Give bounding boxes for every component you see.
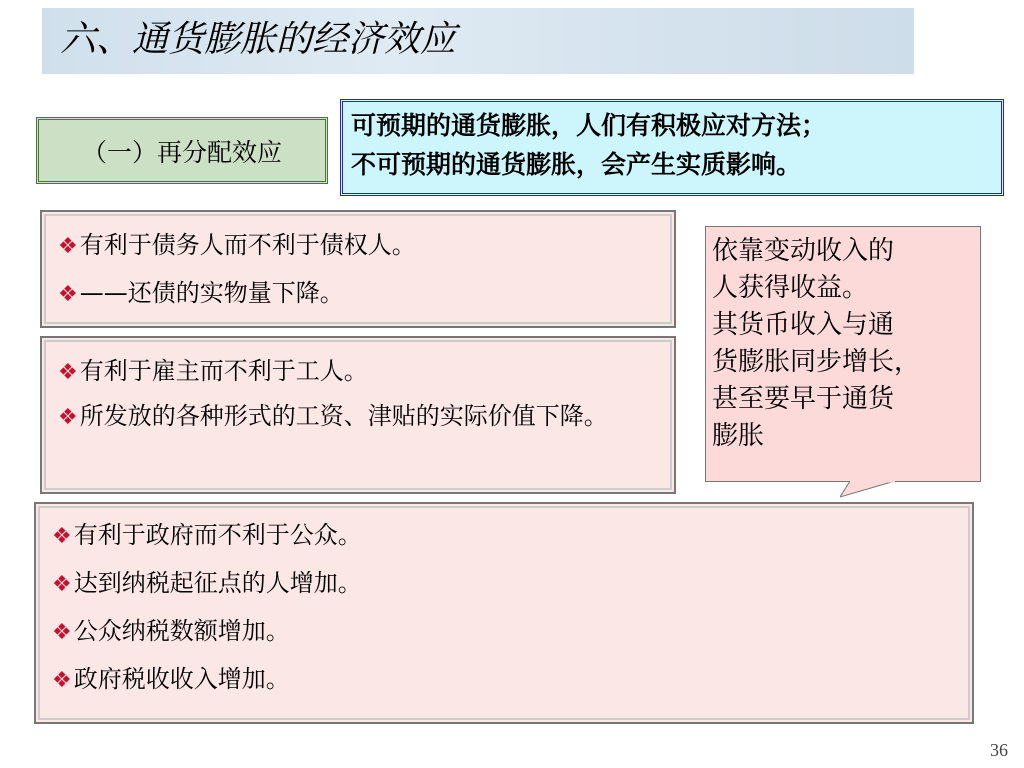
list-item: ❖有利于债务人而不利于债权人。	[58, 231, 416, 259]
diamond-bullet-icon: ❖	[58, 360, 78, 385]
diamond-bullet-icon: ❖	[52, 620, 72, 645]
slide-title: 六、通货膨胀的经济效应	[60, 19, 457, 60]
diamond-bullet-icon: ❖	[58, 405, 78, 430]
list-item: ❖所发放的各种形式的工资、津贴的实际价值下降。	[58, 402, 608, 430]
list-item: ❖政府税收收入增加。	[52, 665, 290, 693]
callout-line: 甚至要早于通货	[712, 384, 895, 414]
diamond-bullet-icon: ❖	[52, 572, 72, 597]
note-line-1: 可预期的通货膨胀，人们有积极应对方法；	[351, 111, 827, 140]
note-line-2: 不可预期的通货膨胀，会产生实质影响。	[351, 150, 802, 179]
section-label: （一）再分配效应	[81, 137, 282, 167]
diamond-bullet-icon: ❖	[52, 524, 72, 549]
diamond-bullet-icon: ❖	[52, 668, 72, 693]
employer-box	[40, 336, 676, 494]
expectation-note-box	[340, 99, 1004, 196]
callout-line: 其货币收入与通	[712, 310, 895, 340]
section-label-box	[36, 117, 328, 184]
callout-box	[705, 226, 981, 482]
callout-tail	[840, 481, 900, 499]
debtor-box	[40, 210, 676, 328]
diamond-bullet-icon: ❖	[58, 234, 78, 259]
callout-line: 依靠变动收入的	[712, 236, 895, 266]
list-item: ❖有利于雇主而不利于工人。	[58, 357, 368, 385]
callout-line: 膨胀	[712, 421, 765, 451]
list-item: ❖达到纳税起征点的人增加。	[52, 569, 362, 597]
government-box	[34, 502, 974, 724]
callout-line: 人获得收益。	[712, 273, 869, 303]
diamond-bullet-icon: ❖	[58, 282, 78, 307]
page-number: 36	[990, 740, 1008, 760]
list-item: ❖公众纳税数额增加。	[52, 617, 290, 645]
list-item: ❖——还债的实物量下降。	[58, 279, 344, 307]
title-banner	[42, 8, 914, 74]
callout-line: 货膨胀同步增长，	[712, 347, 921, 377]
list-item: ❖有利于政府而不利于公众。	[52, 521, 362, 549]
